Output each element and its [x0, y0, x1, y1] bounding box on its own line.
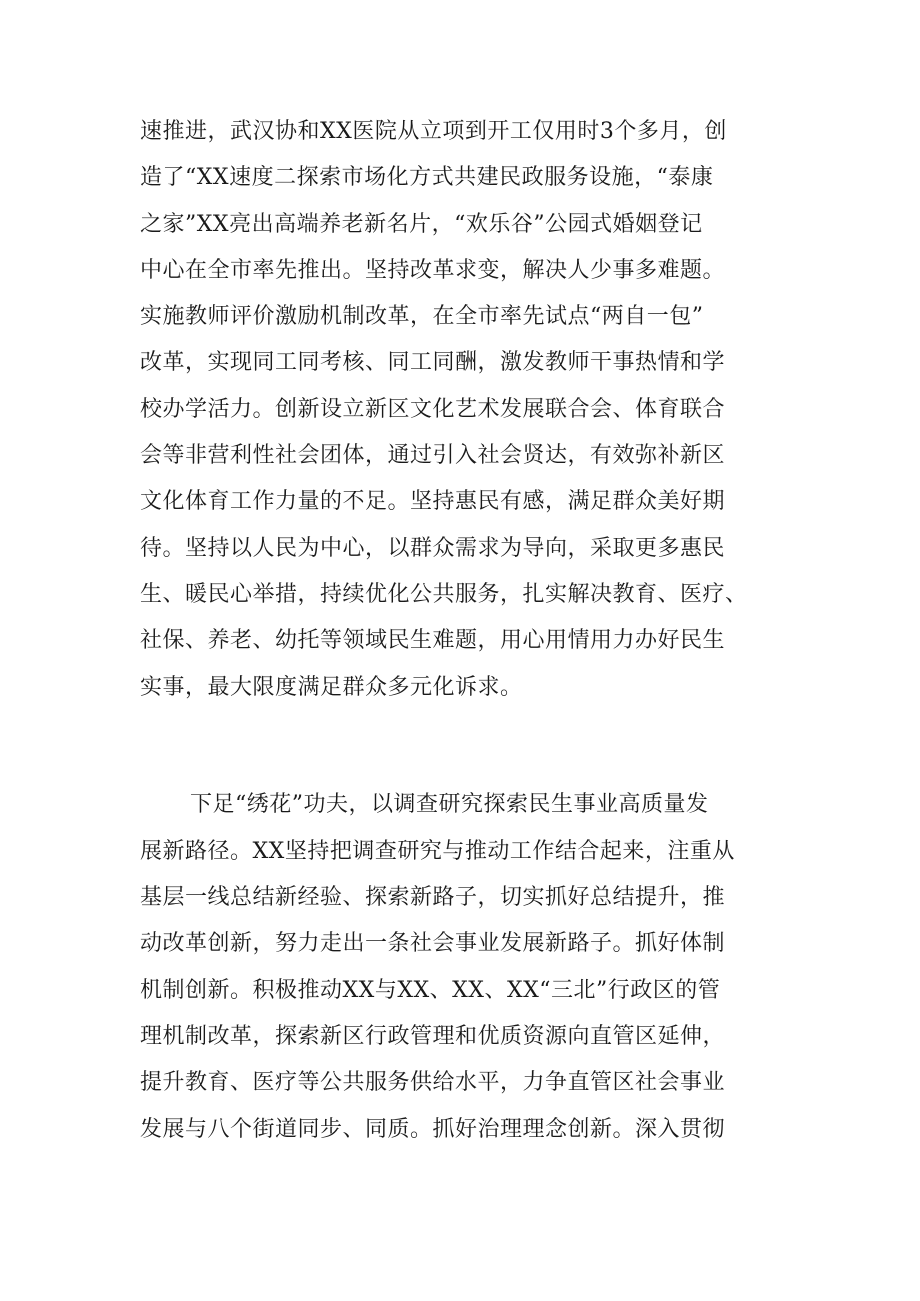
paragraph-line: 展新路径。XX坚持把调查研究与推动工作结合起来，注重从 — [140, 839, 735, 864]
paragraph-line: 待。坚持以人民为中心，以群众需求为导向，采取更多惠民 — [140, 536, 726, 561]
paragraph-line: 机制创新。积极推动XX与XX、XX、XX“三北”行政区的管 — [140, 978, 721, 1003]
paragraph-line: 提升教育、医疗等公共服务供给水平，力争直管区社会事业 — [140, 1070, 726, 1095]
paragraph-line: 生、暖民心举措，持续优化公共服务，扎实解决教育、医疗、 — [140, 582, 748, 607]
paragraph-line: 校办学活力。创新设立新区文化艺术发展联合会、体育联合 — [140, 397, 726, 422]
paragraph-line: 中心在全市率先推出。坚持改革求变，解决人少事多难题。 — [140, 258, 726, 283]
paragraph-line: 实施教师评价激励机制改革，在全市率先试点“两自一包” — [140, 304, 704, 329]
paragraph-line: 造了“XX速度二探索市场化方式共建民政服务设施，“泰康 — [140, 165, 714, 190]
paragraph-line: 改革，实现同工同考核、同工同酬，激发教师干事热情和学 — [140, 350, 726, 375]
paragraph-line: 会等非营利性社会团体，通过引入社会贤达，有效弥补新区 — [140, 443, 726, 468]
paragraph-line: 下足“绣花”功夫，以调查研究探索民生事业高质量发 — [190, 792, 709, 817]
paragraph-line: 发展与八个街道同步、同质。抓好治理理念创新。深入贯彻 — [140, 1117, 726, 1142]
paragraph-line: 实事，最大限度满足群众多元化诉求。 — [140, 675, 523, 700]
paragraph-line: 社保、养老、幼托等领域民生难题，用心用情用力办好民生 — [140, 628, 726, 653]
paragraph-line: 动改革创新，努力走出一条社会事业发展新路子。抓好体制 — [140, 931, 726, 956]
paragraph-line: 基层一线总结新经验、探索新路子，切实抓好总结提升，推 — [140, 885, 726, 910]
paragraph-line: 理机制改革，探索新区行政管理和优质资源向直管区延伸， — [140, 1024, 726, 1049]
paragraph-line: 之家”XX亮出高端养老新名片，“欢乐谷”公园式婚姻登记 — [140, 212, 703, 237]
paragraph-line: 速推进，武汉协和XX医院从立项到开工仅用时3个多月，创 — [140, 119, 727, 144]
paragraph-line: 文化体育工作力量的不足。坚持惠民有感，满足群众美好期 — [140, 489, 726, 514]
